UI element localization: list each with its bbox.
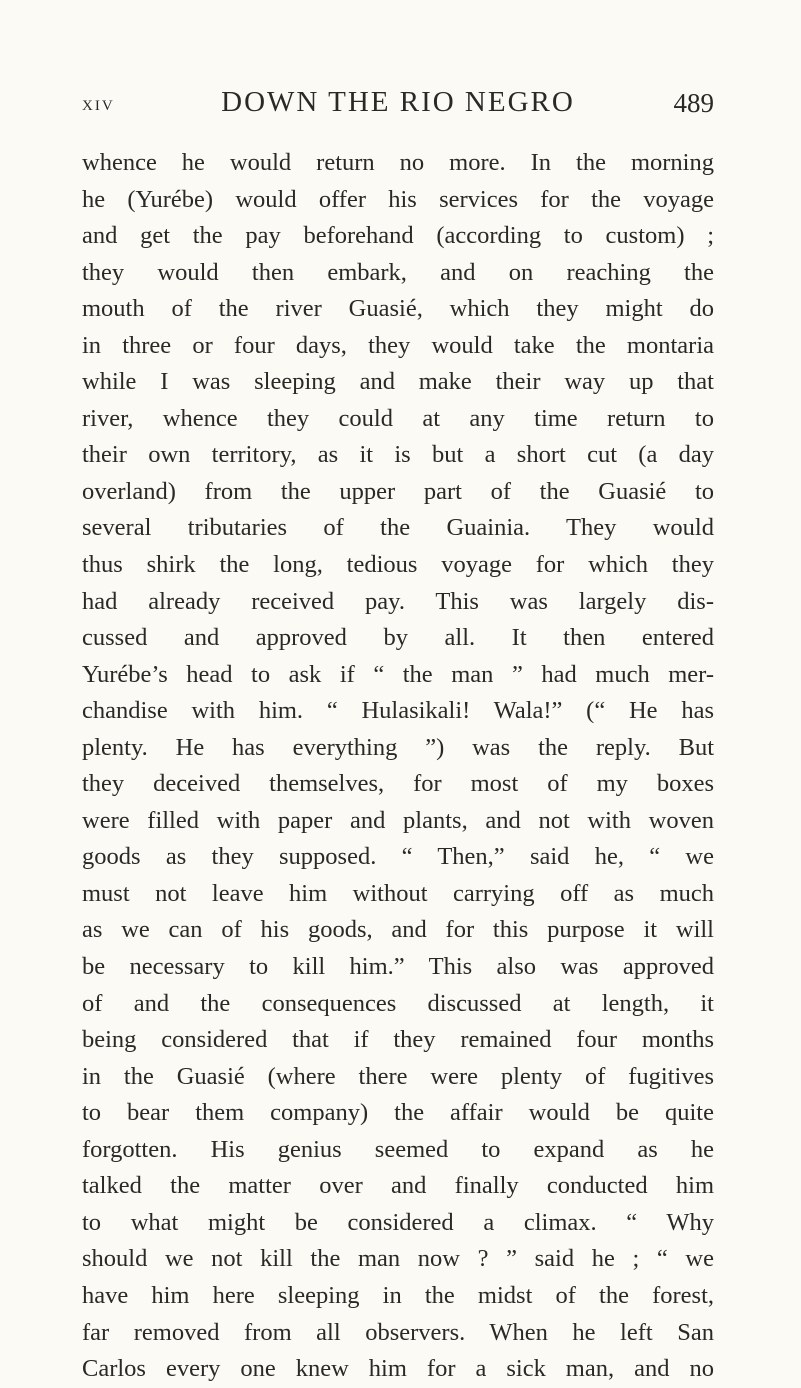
text-line: have him here sleeping in the midst of the forest, bbox=[82, 1281, 714, 1309]
text-line: their own territory, as it is but a short cut (a day bbox=[82, 441, 714, 469]
text-line: they deceived themselves, for most of my boxes bbox=[82, 770, 714, 798]
text-line: be necessary to kill him.” This also was approved bbox=[82, 953, 714, 981]
text-line: river, whence they could at any time return to bbox=[82, 404, 714, 432]
page-number: 489 bbox=[673, 88, 714, 118]
text-line: must not leave him without carrying off as much bbox=[82, 879, 714, 907]
text-line: plenty. He has everything ”) was the reply. But bbox=[82, 733, 714, 761]
running-title: DOWN THE RIO NEGRO bbox=[221, 86, 575, 118]
text-line: as we can of his goods, and for this purpose it will bbox=[82, 916, 714, 944]
running-head bbox=[82, 86, 714, 126]
text-line: were filled with paper and plants, and not with woven bbox=[82, 806, 714, 834]
text-line: and get the pay beforehand (according to custom) ; bbox=[82, 222, 714, 250]
text-line: forgotten. His genius seemed to expand as he bbox=[82, 1135, 714, 1163]
body-text bbox=[82, 145, 714, 1388]
chapter-number: XIV bbox=[82, 98, 115, 114]
text-line: had already received pay. This was largely dis- bbox=[82, 587, 714, 615]
text-line: chandise with him. “ Hulasikali! Wala!” (“ He has bbox=[82, 697, 714, 725]
text-line: goods as they supposed. “ Then,” said he, “ we bbox=[82, 843, 714, 871]
text-line: being considered that if they remained four months bbox=[82, 1026, 714, 1054]
text-line: while I was sleeping and make their way up that bbox=[82, 368, 714, 396]
text-line: to bear them company) the affair would be quite bbox=[82, 1099, 714, 1127]
text-line: talked the matter over and finally conducted him bbox=[82, 1172, 714, 1200]
text-line: they would then embark, and on reaching the bbox=[82, 258, 714, 286]
text-line: Yurébe’s head to ask if “ the man ” had much mer- bbox=[82, 660, 714, 688]
text-line: in the Guasié (where there were plenty of fugitives bbox=[82, 1062, 714, 1090]
text-line: mouth of the river Guasié, which they might do bbox=[82, 295, 714, 323]
text-line: should we not kill the man now ? ” said he ; “ we bbox=[82, 1245, 714, 1273]
text-line: whence he would return no more. In the morning bbox=[82, 149, 714, 176]
text-line: Carlos every one knew him for a sick man, and no bbox=[82, 1355, 714, 1383]
text-line: far removed from all observers. When he left San bbox=[82, 1318, 714, 1346]
text-line: to what might be considered a climax. “ Why bbox=[82, 1208, 714, 1236]
text-line: several tributaries of the Guainia. They would bbox=[82, 514, 714, 542]
text-line: of and the consequences discussed at length, it bbox=[82, 989, 714, 1017]
text-line: overland) from the upper part of the Guasié to bbox=[82, 477, 714, 505]
text-line: he (Yurébe) would offer his services for the voyage bbox=[82, 185, 714, 213]
text-line: in three or four days, they would take the montaria bbox=[82, 331, 714, 359]
text-line: thus shirk the long, tedious voyage for which they bbox=[82, 551, 714, 579]
text-line: cussed and approved by all. It then entered bbox=[82, 624, 714, 652]
